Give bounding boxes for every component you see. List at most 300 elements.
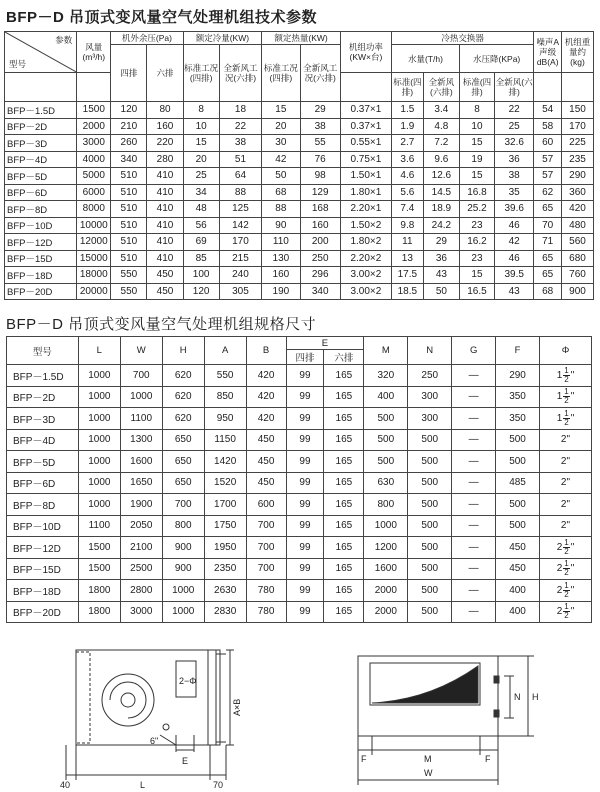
value-cell: 500: [496, 494, 540, 516]
model-cell: BFP－10D: [5, 217, 77, 234]
value-cell: 160: [147, 118, 183, 135]
value-cell: 120: [111, 102, 147, 119]
value-cell: 165: [324, 472, 364, 494]
value-cell: 2830: [204, 601, 246, 623]
value-cell: 5.6: [391, 184, 423, 201]
phi-unit: ": [570, 541, 575, 553]
static-6row-header: 六排: [147, 45, 183, 102]
value-cell: 700: [120, 365, 162, 387]
value-cell: 64: [219, 168, 262, 185]
value-cell: 680: [562, 250, 594, 267]
value-cell: 900: [162, 537, 204, 559]
value-cell: 10: [183, 118, 219, 135]
value-cell: 98: [300, 168, 340, 185]
phi-cell: [539, 494, 591, 516]
value-cell: 2000: [364, 601, 408, 623]
value-cell: 190: [262, 283, 300, 300]
value-cell: 450: [496, 537, 540, 559]
model-cell: BFP－12D: [5, 234, 77, 251]
value-cell: 65: [534, 267, 562, 284]
value-cell: 480: [562, 217, 594, 234]
value-cell: 165: [324, 386, 364, 408]
value-cell: 15: [459, 135, 494, 152]
phi-cell: [539, 451, 591, 473]
value-cell: 350: [496, 408, 540, 430]
value-cell: 1900: [120, 494, 162, 516]
dim-h-label: H: [532, 692, 539, 702]
value-cell: —: [452, 365, 496, 387]
value-cell: 20000: [77, 283, 111, 300]
value-cell: 125: [219, 201, 262, 218]
tech-row: [5, 118, 594, 135]
value-cell: 18.9: [423, 201, 459, 218]
value-cell: 25: [183, 168, 219, 185]
value-cell: 99: [286, 365, 324, 387]
value-cell: 1000: [78, 386, 120, 408]
value-cell: 0.55×1: [340, 135, 391, 152]
value-cell: 9.6: [423, 151, 459, 168]
value-cell: 42: [495, 234, 534, 251]
value-cell: 450: [496, 558, 540, 580]
value-cell: 130: [262, 250, 300, 267]
value-cell: 8: [459, 102, 494, 119]
tech-row: [5, 102, 594, 119]
value-cell: 450: [246, 472, 286, 494]
value-cell: 320: [364, 365, 408, 387]
value-cell: 165: [324, 537, 364, 559]
value-cell: 600: [246, 494, 286, 516]
value-cell: 3.00×2: [340, 283, 391, 300]
model-cell: BFP－2D: [7, 386, 79, 408]
value-cell: 215: [219, 250, 262, 267]
outlet-flange: [208, 650, 220, 745]
value-cell: 29: [423, 234, 459, 251]
value-cell: 210: [111, 118, 147, 135]
value-cell: 13: [391, 250, 423, 267]
value-cell: 99: [286, 451, 324, 473]
heat-std-header: 标准工况(四排): [262, 45, 300, 102]
model-cell: BFP－20D: [7, 601, 79, 623]
value-cell: 38: [495, 168, 534, 185]
value-cell: 99: [286, 429, 324, 451]
value-cell: 1000: [78, 365, 120, 387]
phi-cell: [539, 408, 591, 430]
spec-header-h: H: [162, 337, 204, 365]
value-cell: 500: [408, 451, 452, 473]
value-cell: 500: [364, 451, 408, 473]
value-cell: 420: [246, 386, 286, 408]
value-cell: 1.80×2: [340, 234, 391, 251]
model-cell: BFP－3D: [5, 135, 77, 152]
value-cell: 350: [496, 386, 540, 408]
spec-row: [7, 515, 592, 537]
value-cell: 55: [300, 135, 340, 152]
value-cell: 1000: [78, 451, 120, 473]
tech-title: BFP－D 吊顶式变风量空气处理机组技术参数: [6, 9, 318, 26]
blank-cell: [5, 73, 77, 102]
value-cell: 235: [562, 151, 594, 168]
value-cell: 700: [246, 558, 286, 580]
phi-cell: [539, 515, 591, 537]
value-cell: 60: [534, 135, 562, 152]
value-cell: 620: [162, 365, 204, 387]
phi-fraction: 1 2: [564, 408, 569, 427]
phi-cell: [539, 386, 591, 408]
value-cell: 500: [408, 558, 452, 580]
value-cell: 800: [162, 515, 204, 537]
model-cell: BFP－12D: [7, 537, 79, 559]
value-cell: 4.8: [423, 118, 459, 135]
value-cell: 1800: [78, 580, 120, 602]
dim-l-label: L: [140, 780, 146, 790]
value-cell: 150: [562, 102, 594, 119]
value-cell: 129: [300, 184, 340, 201]
phi-whole: 1: [556, 369, 563, 381]
value-cell: 1.80×1: [340, 184, 391, 201]
value-cell: 15: [459, 168, 494, 185]
value-cell: 2500: [120, 558, 162, 580]
value-cell: 1600: [120, 451, 162, 473]
value-cell: 48: [183, 201, 219, 218]
value-cell: 36: [423, 250, 459, 267]
value-cell: 3.00×2: [340, 267, 391, 284]
dim-w-label: W: [424, 768, 433, 778]
value-cell: 1950: [204, 537, 246, 559]
phi-cell: [539, 558, 591, 580]
value-cell: 10: [459, 118, 494, 135]
fan-volute: [110, 682, 146, 718]
value-cell: 165: [324, 515, 364, 537]
value-cell: 99: [286, 386, 324, 408]
value-cell: 650: [162, 429, 204, 451]
spec-header-n: N: [408, 337, 452, 365]
value-cell: 500: [496, 451, 540, 473]
value-cell: —: [452, 558, 496, 580]
value-cell: 300: [408, 386, 452, 408]
phi-whole: 1: [556, 391, 563, 403]
value-cell: 1.50×2: [340, 217, 391, 234]
value-cell: 165: [324, 408, 364, 430]
drop-std-header: 标准(四排): [459, 73, 494, 102]
value-cell: 165: [324, 601, 364, 623]
model-cell: BFP－1.5D: [5, 102, 77, 119]
value-cell: 30: [262, 135, 300, 152]
value-cell: 500: [408, 494, 452, 516]
value-cell: 19: [459, 151, 494, 168]
tech-row: [5, 184, 594, 201]
phi-unit: ": [570, 584, 575, 596]
value-cell: 7.4: [391, 201, 423, 218]
spec-row: [7, 494, 592, 516]
value-cell: 17.5: [391, 267, 423, 284]
value-cell: —: [452, 386, 496, 408]
phi-fraction: 1 2: [564, 580, 569, 599]
value-cell: 142: [219, 217, 262, 234]
value-cell: 550: [204, 365, 246, 387]
value-cell: 8: [183, 102, 219, 119]
spec-row: [7, 365, 592, 387]
value-cell: 500: [496, 429, 540, 451]
dim-m-label: M: [424, 754, 432, 764]
value-cell: 46: [495, 217, 534, 234]
value-cell: 510: [111, 184, 147, 201]
value-cell: 1000: [162, 601, 204, 623]
spec-dimensions-table: [6, 336, 592, 623]
model-cell: BFP－18D: [5, 267, 77, 284]
value-cell: 500: [408, 601, 452, 623]
tech-row: [5, 217, 594, 234]
heating-header: 额定热量(KW): [262, 32, 341, 45]
value-cell: 500: [364, 429, 408, 451]
dim-f-left-label: F: [361, 754, 367, 764]
value-cell: 1000: [120, 386, 162, 408]
model-cell: BFP－1.5D: [7, 365, 79, 387]
model-cell: BFP－6D: [5, 184, 77, 201]
spec-row: [7, 386, 592, 408]
param-label: 参数: [55, 35, 73, 45]
spec-row: [7, 429, 592, 451]
value-cell: 1500: [78, 558, 120, 580]
side-view-drawing: [66, 650, 234, 780]
value-cell: 1150: [204, 429, 246, 451]
tech-row: [5, 135, 594, 152]
value-cell: 36: [495, 151, 534, 168]
value-cell: 225: [562, 135, 594, 152]
value-cell: 54: [534, 102, 562, 119]
spec-row: [7, 601, 592, 623]
model-cell: BFP－10D: [7, 515, 79, 537]
value-cell: 18: [219, 102, 262, 119]
value-cell: 8000: [77, 201, 111, 218]
phi-whole: 2": [560, 455, 571, 467]
value-cell: 18000: [77, 267, 111, 284]
value-cell: 900: [562, 283, 594, 300]
spec-header-g: G: [452, 337, 496, 365]
value-cell: 510: [111, 217, 147, 234]
value-cell: 2000: [77, 118, 111, 135]
value-cell: 420: [246, 408, 286, 430]
value-cell: 35: [495, 184, 534, 201]
value-cell: 11: [391, 234, 423, 251]
value-cell: 39.5: [495, 267, 534, 284]
phi-unit: ": [570, 563, 575, 575]
value-cell: 65: [534, 201, 562, 218]
value-cell: 90: [262, 217, 300, 234]
value-cell: 290: [496, 365, 540, 387]
value-cell: 165: [324, 365, 364, 387]
phi-unit: ": [570, 606, 575, 618]
value-cell: 550: [111, 267, 147, 284]
pipe-stub-1: [494, 676, 499, 683]
phi-whole: 2: [556, 584, 563, 596]
value-cell: 99: [286, 494, 324, 516]
water-fresh-header: 全新风(六排): [423, 73, 459, 102]
value-cell: 780: [246, 601, 286, 623]
value-cell: 15000: [77, 250, 111, 267]
spec-header-w: W: [120, 337, 162, 365]
value-cell: 99: [286, 580, 324, 602]
value-cell: 3000: [77, 135, 111, 152]
model-cell: BFP－5D: [5, 168, 77, 185]
value-cell: 71: [534, 234, 562, 251]
value-cell: —: [452, 515, 496, 537]
spec-row: [7, 580, 592, 602]
value-cell: 34: [183, 184, 219, 201]
value-cell: 70: [534, 217, 562, 234]
pipe-stub-2: [494, 710, 499, 717]
value-cell: 10000: [77, 217, 111, 234]
value-cell: 800: [364, 494, 408, 516]
drop-fresh-header: 全新风(六排): [495, 73, 534, 102]
value-cell: 168: [300, 201, 340, 218]
phi-fraction: 1 2: [564, 365, 569, 384]
value-cell: 450: [147, 267, 183, 284]
value-cell: 50: [262, 168, 300, 185]
value-cell: 250: [408, 365, 452, 387]
value-cell: 620: [162, 408, 204, 430]
spec-header-b: B: [246, 337, 286, 365]
heat-fresh-header: 全新风工况(六排): [300, 45, 340, 102]
exchanger-header: 冷热交换器: [391, 32, 533, 45]
value-cell: —: [452, 580, 496, 602]
value-cell: —: [452, 408, 496, 430]
value-cell: —: [452, 429, 496, 451]
value-cell: 850: [204, 386, 246, 408]
value-cell: 280: [147, 151, 183, 168]
dim-6-label: 6": [150, 736, 159, 746]
spec-header-model: 型号: [7, 337, 79, 365]
value-cell: 69: [183, 234, 219, 251]
value-cell: 450: [147, 283, 183, 300]
value-cell: 700: [246, 537, 286, 559]
value-cell: 420: [562, 201, 594, 218]
static-4row-header: 四排: [111, 45, 147, 102]
value-cell: 1300: [120, 429, 162, 451]
value-cell: 165: [324, 580, 364, 602]
value-cell: 9.8: [391, 217, 423, 234]
value-cell: 100: [183, 267, 219, 284]
tech-row: [5, 267, 594, 284]
value-cell: 260: [111, 135, 147, 152]
value-cell: 1650: [120, 472, 162, 494]
value-cell: 2800: [120, 580, 162, 602]
dim-n-label: N: [514, 692, 521, 702]
param-model-header: [5, 32, 77, 73]
value-cell: 340: [111, 151, 147, 168]
value-cell: 500: [496, 515, 540, 537]
value-cell: 340: [300, 283, 340, 300]
value-cell: 1420: [204, 451, 246, 473]
value-cell: 420: [246, 365, 286, 387]
value-cell: 16.2: [459, 234, 494, 251]
value-cell: 2.20×2: [340, 250, 391, 267]
value-cell: 6000: [77, 184, 111, 201]
value-cell: 99: [286, 558, 324, 580]
value-cell: 500: [408, 429, 452, 451]
phi-whole: 2": [560, 434, 571, 446]
value-cell: 1000: [78, 429, 120, 451]
value-cell: 57: [534, 151, 562, 168]
value-cell: 290: [562, 168, 594, 185]
value-cell: 2630: [204, 580, 246, 602]
dim-70-label: 70: [213, 780, 224, 790]
value-cell: 76: [300, 151, 340, 168]
value-cell: 85: [183, 250, 219, 267]
model-cell: BFP－5D: [7, 451, 79, 473]
model-cell: BFP－15D: [5, 250, 77, 267]
value-cell: 18.5: [391, 283, 423, 300]
value-cell: 2350: [204, 558, 246, 580]
spec-row: [7, 451, 592, 473]
dim-2phi-label: 2−Φ: [179, 676, 197, 686]
value-cell: 110: [262, 234, 300, 251]
model-cell: BFP－6D: [7, 472, 79, 494]
value-cell: 165: [324, 451, 364, 473]
water-std-header: 标准(四排): [391, 73, 423, 102]
model-cell: BFP－18D: [7, 580, 79, 602]
value-cell: 700: [246, 515, 286, 537]
phi-unit: ": [570, 391, 575, 403]
value-cell: 1520: [204, 472, 246, 494]
value-cell: 450: [246, 429, 286, 451]
power-header: 机组功率(KW×台): [340, 32, 391, 73]
spec-row: [7, 472, 592, 494]
phi-whole: 2": [560, 477, 571, 489]
value-cell: 12.6: [423, 168, 459, 185]
value-cell: 485: [496, 472, 540, 494]
value-cell: 16.5: [459, 283, 494, 300]
outlet-shading: [372, 666, 478, 703]
value-cell: 68: [262, 184, 300, 201]
tech-row: [5, 234, 594, 251]
value-cell: 1000: [162, 580, 204, 602]
value-cell: 1000: [78, 472, 120, 494]
phi-fraction: 1 2: [564, 559, 569, 578]
model-cell: BFP－20D: [5, 283, 77, 300]
value-cell: 400: [496, 601, 540, 623]
value-cell: 38: [300, 118, 340, 135]
value-cell: 25.2: [459, 201, 494, 218]
phi-whole: 1: [556, 412, 563, 424]
phi-cell: [539, 601, 591, 623]
value-cell: 99: [286, 537, 324, 559]
value-cell: 1100: [78, 515, 120, 537]
value-cell: 15: [183, 135, 219, 152]
phi-fraction: 1 2: [564, 537, 569, 556]
value-cell: 1200: [364, 537, 408, 559]
value-cell: 500: [408, 472, 452, 494]
noise-header: 噪声A声级dB(A): [534, 32, 562, 73]
cool-fresh-header: 全新风工况(六排): [219, 45, 262, 102]
fan-hub: [121, 693, 135, 707]
value-cell: 410: [147, 184, 183, 201]
value-cell: 99: [286, 408, 324, 430]
phi-fraction: 1 2: [564, 602, 569, 621]
dim-40-label: 40: [60, 780, 71, 790]
value-cell: 510: [111, 201, 147, 218]
blank-cell: [534, 73, 562, 102]
value-cell: 0.37×1: [340, 118, 391, 135]
blank-cell: [562, 73, 594, 102]
model-cell: BFP－8D: [5, 201, 77, 218]
value-cell: 450: [246, 451, 286, 473]
phi-cell: [539, 429, 591, 451]
value-cell: 500: [364, 408, 408, 430]
value-cell: 550: [111, 283, 147, 300]
value-cell: 4.6: [391, 168, 423, 185]
phi-cell: [539, 537, 591, 559]
value-cell: 165: [324, 558, 364, 580]
